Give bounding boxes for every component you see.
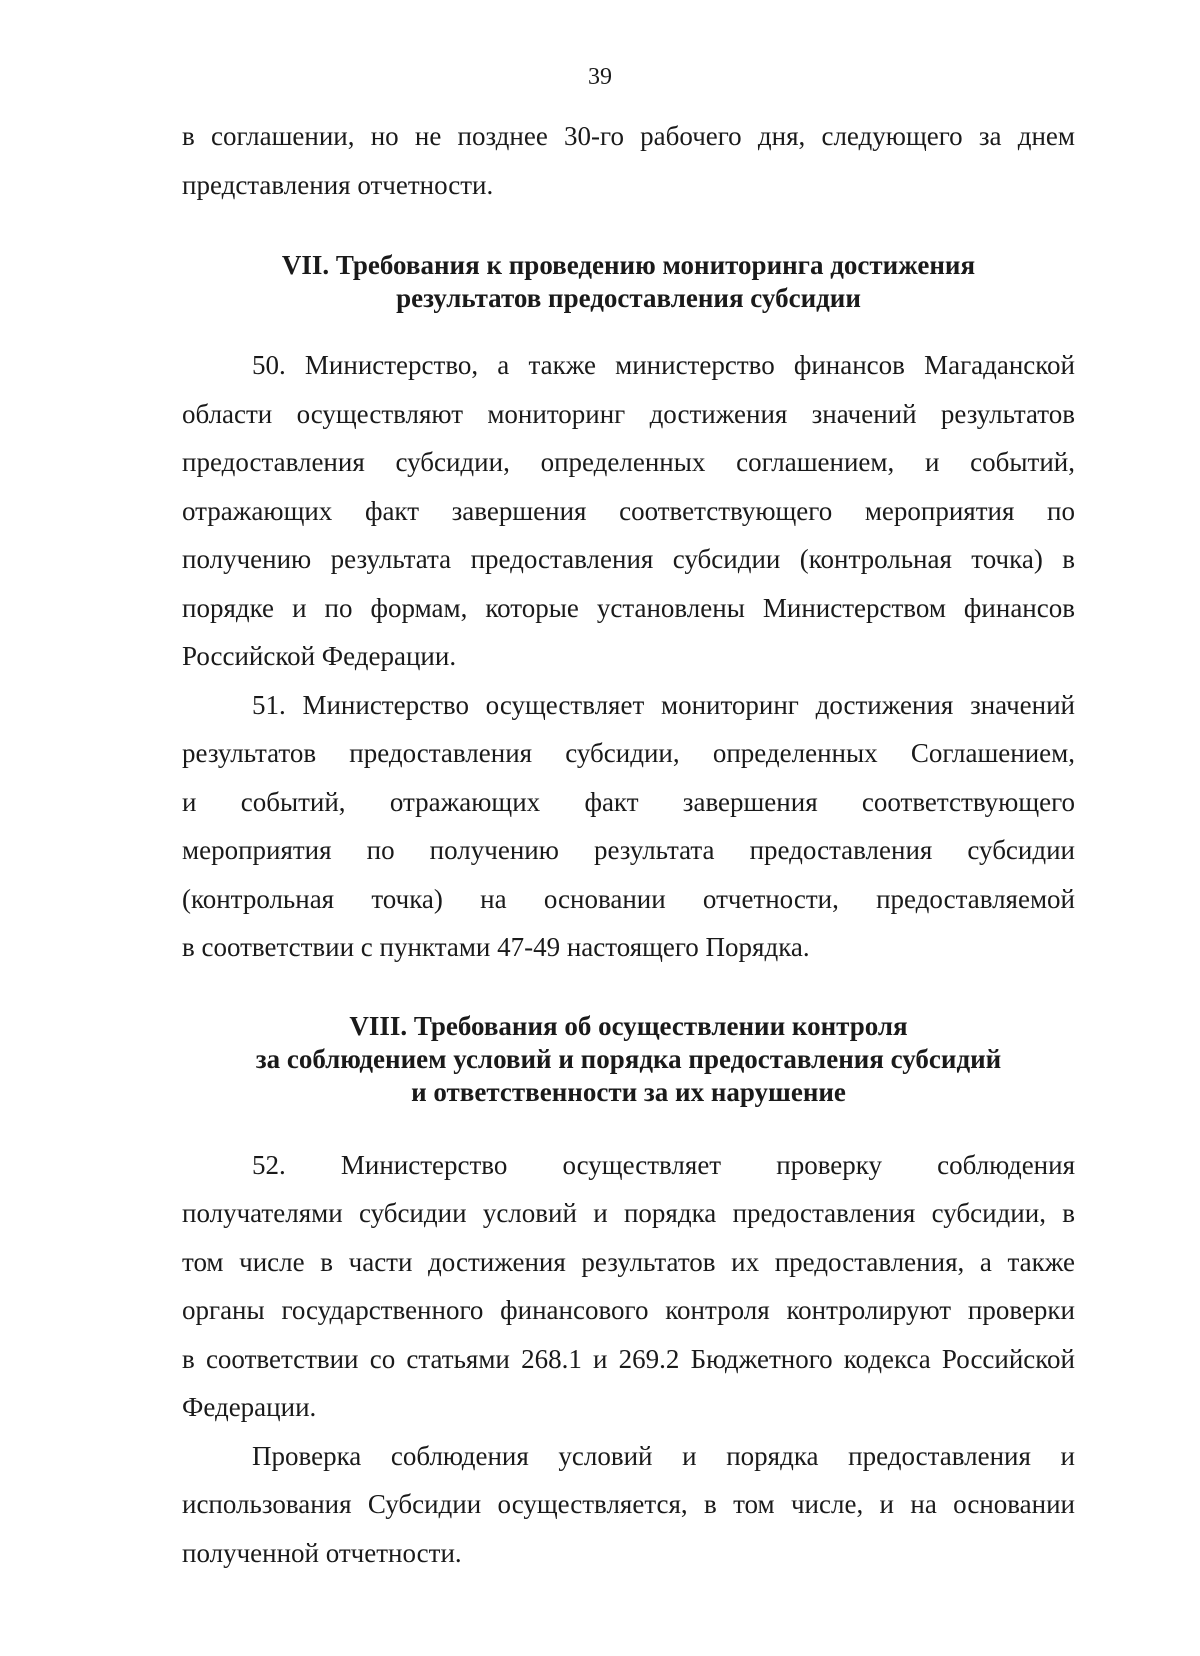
text-line: представления отчетности.	[182, 169, 494, 200]
paragraph-52	[182, 1141, 1075, 1432]
heading-line: за соблюдением условий и порядка предоставления субсидий	[255, 1043, 1002, 1074]
text-line: полученной отчетности.	[182, 1537, 462, 1568]
text-line: 51. Министерство осуществляет мониторинг достижения значений	[252, 689, 1075, 720]
text-line: и событий, отражающих факт завершения соответствующего	[182, 786, 1075, 817]
heading-line: результатов предоставления субсидии	[396, 283, 861, 313]
paragraph-verification	[182, 1432, 1075, 1578]
text-line: в соответствии с пунктами 47-49 настоящего Порядка.	[182, 932, 810, 962]
paragraph-51	[182, 681, 1075, 972]
section-heading-viii	[182, 1010, 1075, 1109]
section-heading-vii	[182, 249, 1075, 315]
paragraph-50	[182, 341, 1075, 681]
text-line: результатов предоставления субсидии, определенных Соглашением,	[182, 738, 1075, 768]
text-line: в соответствии со статьями 268.1 и 269.2 Бюджетного кодекса Российской	[182, 1343, 1075, 1374]
text-line: области осуществляют мониторинг достижения значений результатов	[182, 398, 1075, 429]
heading-line: VIII. Требования об осуществлении контроля	[349, 1010, 908, 1041]
document-body	[182, 112, 1075, 1577]
text-line: органы государственного финансового контроля контролируют проверки	[182, 1295, 1075, 1325]
text-line: Федерации.	[182, 1392, 317, 1422]
text-line: мероприятия по получению результата предоставления субсидии	[182, 835, 1075, 865]
text-line: предоставления субсидии, определенных соглашением, и событий,	[182, 447, 1075, 477]
text-line: в соглашении, но не позднее 30-го рабочего дня, следующего за днем	[182, 121, 1075, 151]
text-line: 50. Министерство, а также министерство финансов Магаданской	[252, 350, 1075, 380]
heading-line: VII. Требования к проведению мониторинга достижения	[281, 250, 976, 280]
text-line: том числе в части достижения результатов их предоставления, а также	[182, 1246, 1075, 1277]
text-line: получателями субсидии условий и порядка предоставления субсидии, в	[182, 1198, 1075, 1228]
page-number: 39	[588, 64, 612, 90]
text-line: Российской Федерации.	[182, 641, 457, 671]
text-line: использования Субсидии осуществляется, в том числе, и на основании	[182, 1489, 1075, 1519]
text-line: 52. Министерство осуществляет проверку соблюдения	[252, 1149, 1075, 1180]
paragraph-continuation	[182, 112, 1075, 209]
text-line: (контрольная точка) на основании отчетности, предоставляемой	[182, 883, 1075, 914]
text-line: порядке и по формам, которые установлены Министерством финансов	[182, 592, 1075, 623]
text-line: Проверка соблюдения условий и порядка предоставления и	[252, 1440, 1075, 1471]
heading-line: и ответственности за их нарушение	[411, 1076, 846, 1107]
text-line: отражающих факт завершения соответствующего мероприятия по	[182, 495, 1075, 526]
text-line: получению результата предоставления субсидии (контрольная точка) в	[182, 544, 1075, 574]
